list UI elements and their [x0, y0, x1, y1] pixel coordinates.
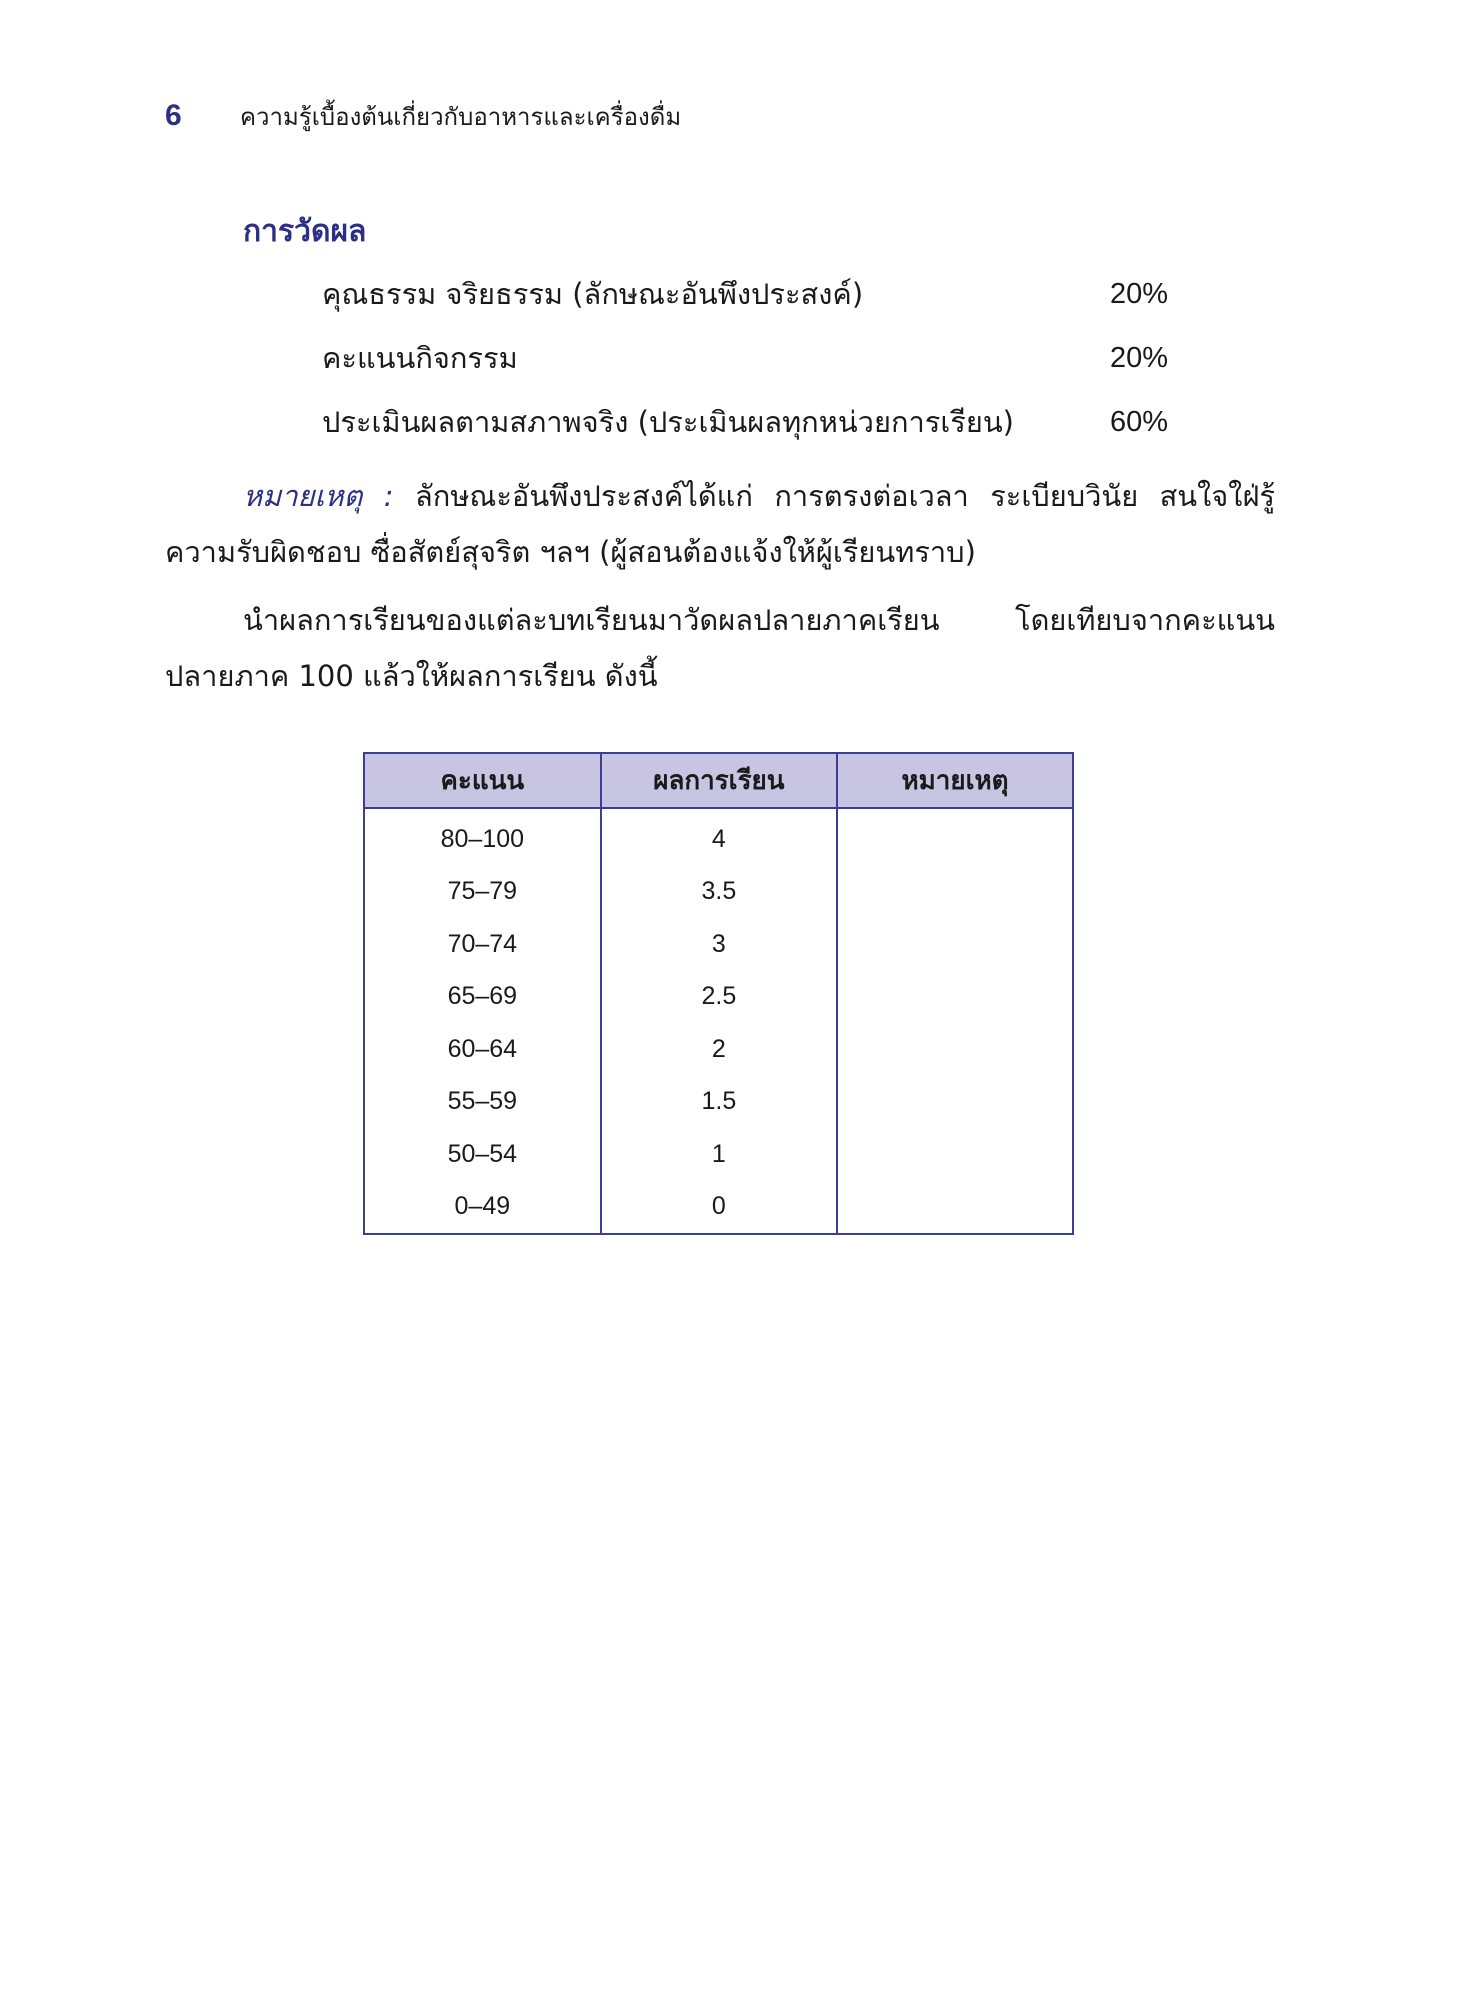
grade-cell: 2.5: [601, 971, 837, 1024]
table-row: [364, 971, 1073, 1024]
remark-cell: [837, 1128, 1073, 1181]
body-paragraph: [165, 592, 1275, 704]
remark-cell: [837, 1181, 1073, 1235]
page-header: [165, 96, 681, 136]
grade-cell: 4: [601, 808, 837, 866]
criteria-weight: 60%: [1110, 406, 1169, 438]
grade-cell: 0: [601, 1181, 837, 1235]
column-header-remark: หมายเหตุ: [837, 753, 1073, 808]
grade-cell: 3.5: [601, 866, 837, 919]
column-header-grade: ผลการเรียน: [601, 753, 837, 808]
page-number: 6: [165, 99, 182, 132]
table-row: [364, 1076, 1073, 1129]
running-title: ความรู้เบื้องต้นเกี่ยวกับอาหารและเครื่องดื่ม: [240, 102, 682, 131]
table-row: [364, 1181, 1073, 1235]
grade-cell: 3: [601, 918, 837, 971]
remark-cell: [837, 971, 1073, 1024]
table-row: [364, 808, 1073, 866]
criteria-weight: 20%: [1110, 342, 1169, 374]
section-heading: การวัดผล: [243, 214, 367, 249]
criteria-weight: 20%: [1110, 278, 1169, 310]
score-cell: 60–64: [364, 1023, 601, 1076]
criteria-item: [322, 398, 1222, 462]
note-text: ลักษณะอันพึงประสงค์ได้แก่ การตรงต่อเวลา ระเบียบวินัย สนใจใฝ่รู้ ความรับผิดชอบ ซื่อสัตย์สุจริต ฯลฯ (ผู้สอนต้องแจ้งให้ผู้เรียนทราบ): [165, 479, 1276, 569]
note-label: หมายเหตุ :: [243, 479, 394, 513]
score-cell: 0–49: [364, 1181, 601, 1235]
table-header-row: [364, 753, 1073, 808]
remark-cell: [837, 1076, 1073, 1129]
remark-cell: [837, 866, 1073, 919]
note-paragraph: [165, 468, 1275, 580]
grade-cell: 1: [601, 1128, 837, 1181]
score-cell: 70–74: [364, 918, 601, 971]
table-row: [364, 1023, 1073, 1076]
grade-cell: 2: [601, 1023, 837, 1076]
criteria-label: คุณธรรม จริยธรรม (ลักษณะอันพึงประสงค์): [322, 277, 864, 311]
criteria-label: ประเมินผลตามสภาพจริง (ประเมินผลทุกหน่วยการเรียน): [322, 405, 1014, 439]
criteria-label: คะแนนกิจกรรม: [322, 341, 518, 375]
remark-cell: [837, 918, 1073, 971]
remark-cell: [837, 1023, 1073, 1076]
remark-cell: [837, 808, 1073, 866]
score-cell: 50–54: [364, 1128, 601, 1181]
score-cell: 75–79: [364, 866, 601, 919]
assessment-criteria-list: [322, 270, 1222, 462]
table-row: [364, 866, 1073, 919]
body-paragraph-text: นำผลการเรียนของแต่ละบทเรียนมาวัดผลปลายภาคเรียน โดยเทียบจากคะแนนปลายภาค 100 แล้วให้ผลการเรียน ดังนี้: [165, 603, 1275, 693]
grade-cell: 1.5: [601, 1076, 837, 1129]
criteria-item: [322, 270, 1222, 334]
grading-table: [363, 752, 1074, 1235]
table-row: [364, 1128, 1073, 1181]
column-header-score: คะแนน: [364, 753, 601, 808]
table-row: [364, 918, 1073, 971]
score-cell: 80–100: [364, 808, 601, 866]
score-cell: 55–59: [364, 1076, 601, 1129]
criteria-item: [322, 334, 1222, 398]
score-cell: 65–69: [364, 971, 601, 1024]
